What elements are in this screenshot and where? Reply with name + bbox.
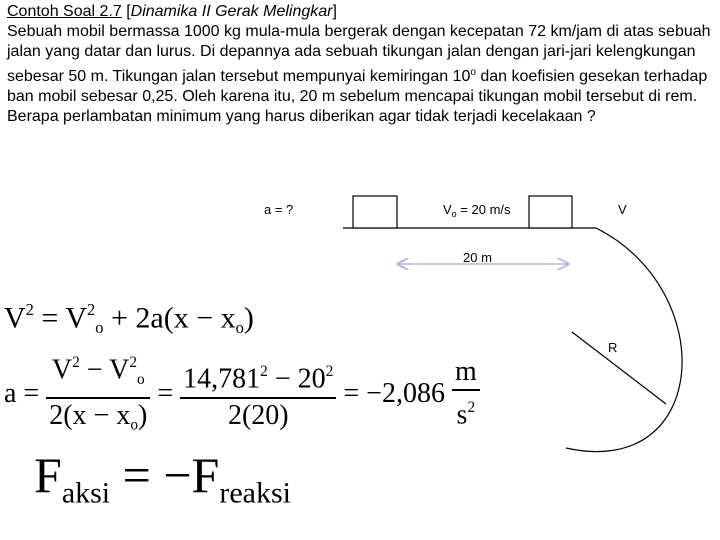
title-bracket-open: [ xyxy=(121,3,131,20)
label-initial-velocity: $V_o = 20$ m/s xyxy=(443,202,511,219)
fraction-symbolic: $\frac{V^2 - V^2_o}{2(x - x_o)}$ xyxy=(46,346,150,442)
curve-arc xyxy=(566,228,682,452)
car-box-left xyxy=(353,196,397,228)
problem-body-end: dan koefisien gesekan terhadap ban mobil sebesar 0,25. Oleh karena itu, 20 m sebelum mencapai tikungan mobil tersebut di rem. Berapa perlambatan minimum yang harus diberikan agar tidak terjadi kecelakaan ? xyxy=(7,67,708,126)
equation-action-reaction: $F_{aksi} = -F_{reaksi}$ xyxy=(34,447,291,510)
fraction-unit: $\frac{m}{s^2}$ xyxy=(452,355,480,433)
label-velocity: V xyxy=(618,202,627,217)
label-radius: R xyxy=(608,340,618,355)
problem-topic: Dinamika II Gerak Melingkar xyxy=(130,3,333,20)
equation-velocity: $V^2 = V^2_o + 2a(x - x_o)$ xyxy=(4,300,254,338)
problem-title: Contoh Soal 2.7 xyxy=(7,3,122,20)
fraction-numeric: $\frac{14,781^2 - 20^2}{2(20)}$ xyxy=(180,355,336,433)
car-box-right xyxy=(529,196,572,228)
label-distance: 20 m xyxy=(463,250,492,265)
radius-line xyxy=(572,332,666,404)
problem-body: Sebuah mobil bermassa 1000 kg mula-mula bergerak dengan kecepatan 72 km/jam di atas sebuah jalan yang datar dan lurus. Di depannya ada sebuah tikungan jalan dengan jari-jari kelengkungan sebesar 50 m. Tikungan jalan tersebut mempunyai kemiringan 10 xyxy=(7,23,711,85)
equation-acceleration: a = $\frac{V^2 - V^2_o}{2(x - x_o)}$ = $\frac{14,781^2 - 20^2}{2(20)}$ = −2,086 $\frac{m}{s^2}$ xyxy=(4,346,480,442)
label-acceleration: a = ? xyxy=(264,202,294,217)
degree-symbol: o xyxy=(470,66,476,78)
title-bracket-close: ] xyxy=(332,3,337,20)
